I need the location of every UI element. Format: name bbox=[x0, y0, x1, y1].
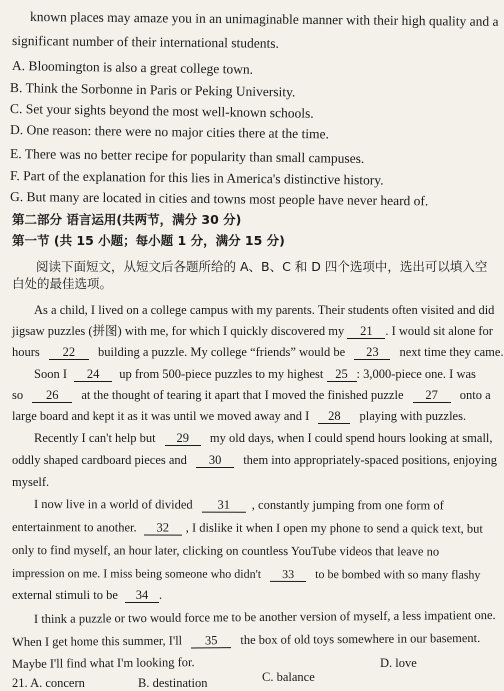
option-d: D. One reason: there were no major cities there at the time. bbox=[9, 122, 330, 142]
blank-23[interactable]: 23 bbox=[354, 346, 390, 360]
passage-line: only to find myself, an hour later, clicking on countless YouTube videos that leave no bbox=[11, 543, 440, 559]
passage-text: building a puzzle. My college “friends” would be bbox=[98, 345, 346, 359]
option-c: C. Set your sights beyond the most well-known schools. bbox=[9, 101, 314, 121]
blank-27[interactable]: 27 bbox=[413, 389, 451, 403]
passage-text: up from 500-piece puzzles to my highest bbox=[119, 367, 324, 381]
passage-text: I now live in a world of divided bbox=[33, 497, 193, 512]
passage-line: I think a puzzle or two would force me to be another version of myself, a less impatient one. bbox=[33, 607, 496, 626]
passage-line bbox=[12, 323, 493, 339]
blank-26[interactable]: 26 bbox=[32, 389, 72, 403]
blank-21[interactable]: 21 bbox=[347, 325, 385, 339]
passage-text: oddly shaped cardboard pieces and bbox=[12, 453, 187, 467]
choice-d[interactable]: D. love bbox=[380, 656, 417, 670]
passage-line bbox=[12, 587, 162, 603]
passage-text: large board and kept it as it was until we moved away and I bbox=[12, 409, 310, 423]
passage-text: jigsaw puzzles (拼图) with me, for which I quickly discovered my bbox=[12, 324, 345, 338]
passage-text: onto a bbox=[459, 388, 491, 402]
passage-text: to be bombed with so many flashy bbox=[315, 567, 481, 582]
question-number: 21. bbox=[12, 676, 28, 690]
instruction-line: 白处的最佳选项。 bbox=[12, 276, 113, 291]
option-e: E. There was no better recipe for popularity than small campuses. bbox=[9, 146, 365, 166]
passage-text: at the thought of tearing it apart that I moved the finished puzzle bbox=[81, 388, 404, 402]
passage-line: known places may amaze you in an unimaginable manner with their high quality and a bbox=[29, 9, 499, 29]
question-21-row bbox=[12, 676, 85, 691]
passage-line bbox=[12, 344, 504, 360]
blank-22[interactable]: 22 bbox=[49, 346, 89, 360]
passage-text: entertainment to another. bbox=[11, 520, 137, 535]
passage-text: . I would sit alone for bbox=[385, 324, 493, 338]
passage-text: , I dislike it when I open my phone to send a quick text, but bbox=[185, 520, 483, 536]
passage-text: : 3,000-piece one. I was bbox=[356, 367, 476, 381]
blank-35[interactable]: 35 bbox=[191, 634, 231, 648]
passage-line bbox=[12, 408, 466, 424]
section-heading: 第二部分 语言运用(共两节，满分 30 分) bbox=[12, 212, 242, 227]
passage-text: external stimuli to be bbox=[12, 588, 118, 602]
option-b: B. Think the Sorbonne in Paris or Peking University. bbox=[9, 80, 296, 100]
passage-text: , constantly jumping from one form of bbox=[251, 497, 444, 513]
blank-29[interactable]: 29 bbox=[165, 432, 201, 446]
passage-line bbox=[34, 430, 493, 446]
passage-text: next time they came. bbox=[399, 345, 504, 359]
subsection-heading: 第一节 (共 15 小题；每小题 1 分，满分 15 分) bbox=[12, 233, 285, 248]
passage-line bbox=[34, 302, 494, 318]
blank-31[interactable]: 31 bbox=[202, 499, 246, 513]
blank-28[interactable]: 28 bbox=[318, 410, 350, 424]
blank-33[interactable]: 33 bbox=[270, 568, 306, 582]
passage-line bbox=[34, 366, 476, 382]
passage-text: Soon I bbox=[34, 367, 67, 381]
choice-a[interactable]: A. concern bbox=[30, 676, 85, 690]
passage-text: so bbox=[12, 388, 24, 402]
passage-text: When I get home this summer, I'll bbox=[11, 633, 183, 649]
passage-text: my old days, when I could spend hours looking at small, bbox=[209, 431, 493, 445]
passage-line bbox=[12, 387, 491, 403]
passage-line bbox=[12, 630, 480, 650]
passage-line bbox=[12, 565, 481, 583]
passage-text: hours bbox=[12, 345, 40, 359]
passage-line bbox=[34, 496, 444, 513]
passage-text: the box of old toys somewhere in our basement. bbox=[240, 630, 481, 648]
blank-32[interactable]: 32 bbox=[144, 521, 182, 535]
blank-25[interactable]: 25 bbox=[327, 368, 357, 382]
option-a: A. Bloomington is also a great college town. bbox=[11, 58, 254, 77]
passage-line: myself. bbox=[12, 475, 50, 489]
passage-text: . bbox=[159, 588, 163, 602]
passage-line: significant number of their international students. bbox=[11, 33, 280, 51]
instruction-line: 阅读下面短文，从短文后各题所给的 A、B、C 和 D 四个选项中，选出可以填入空 bbox=[36, 259, 488, 274]
passage-line: Maybe I'll find what I'm looking for. bbox=[11, 655, 195, 671]
option-g: G. But many are located in cities and towns most people have never heard of. bbox=[9, 189, 429, 209]
passage-text: As a child, I lived on a college campus with my parents. Their students often visited and did bbox=[34, 303, 495, 317]
blank-34[interactable]: 34 bbox=[125, 589, 159, 603]
blank-30[interactable]: 30 bbox=[196, 454, 234, 468]
passage-line bbox=[12, 452, 497, 468]
passage-line bbox=[12, 519, 483, 537]
choice-b[interactable]: B. destination bbox=[138, 676, 208, 690]
blank-24[interactable]: 24 bbox=[74, 368, 112, 382]
choice-c[interactable]: C. balance bbox=[262, 670, 315, 684]
option-f: F. Part of the explanation for this lies in America's distinctive history. bbox=[9, 168, 384, 188]
passage-text: Recently I can't help but bbox=[34, 431, 156, 445]
passage-text: impression on me. I miss being someone who didn't bbox=[11, 566, 262, 581]
passage-text: playing with puzzles. bbox=[359, 409, 467, 423]
passage-text: them into appropriately-spaced positions, enjoying bbox=[243, 453, 497, 467]
